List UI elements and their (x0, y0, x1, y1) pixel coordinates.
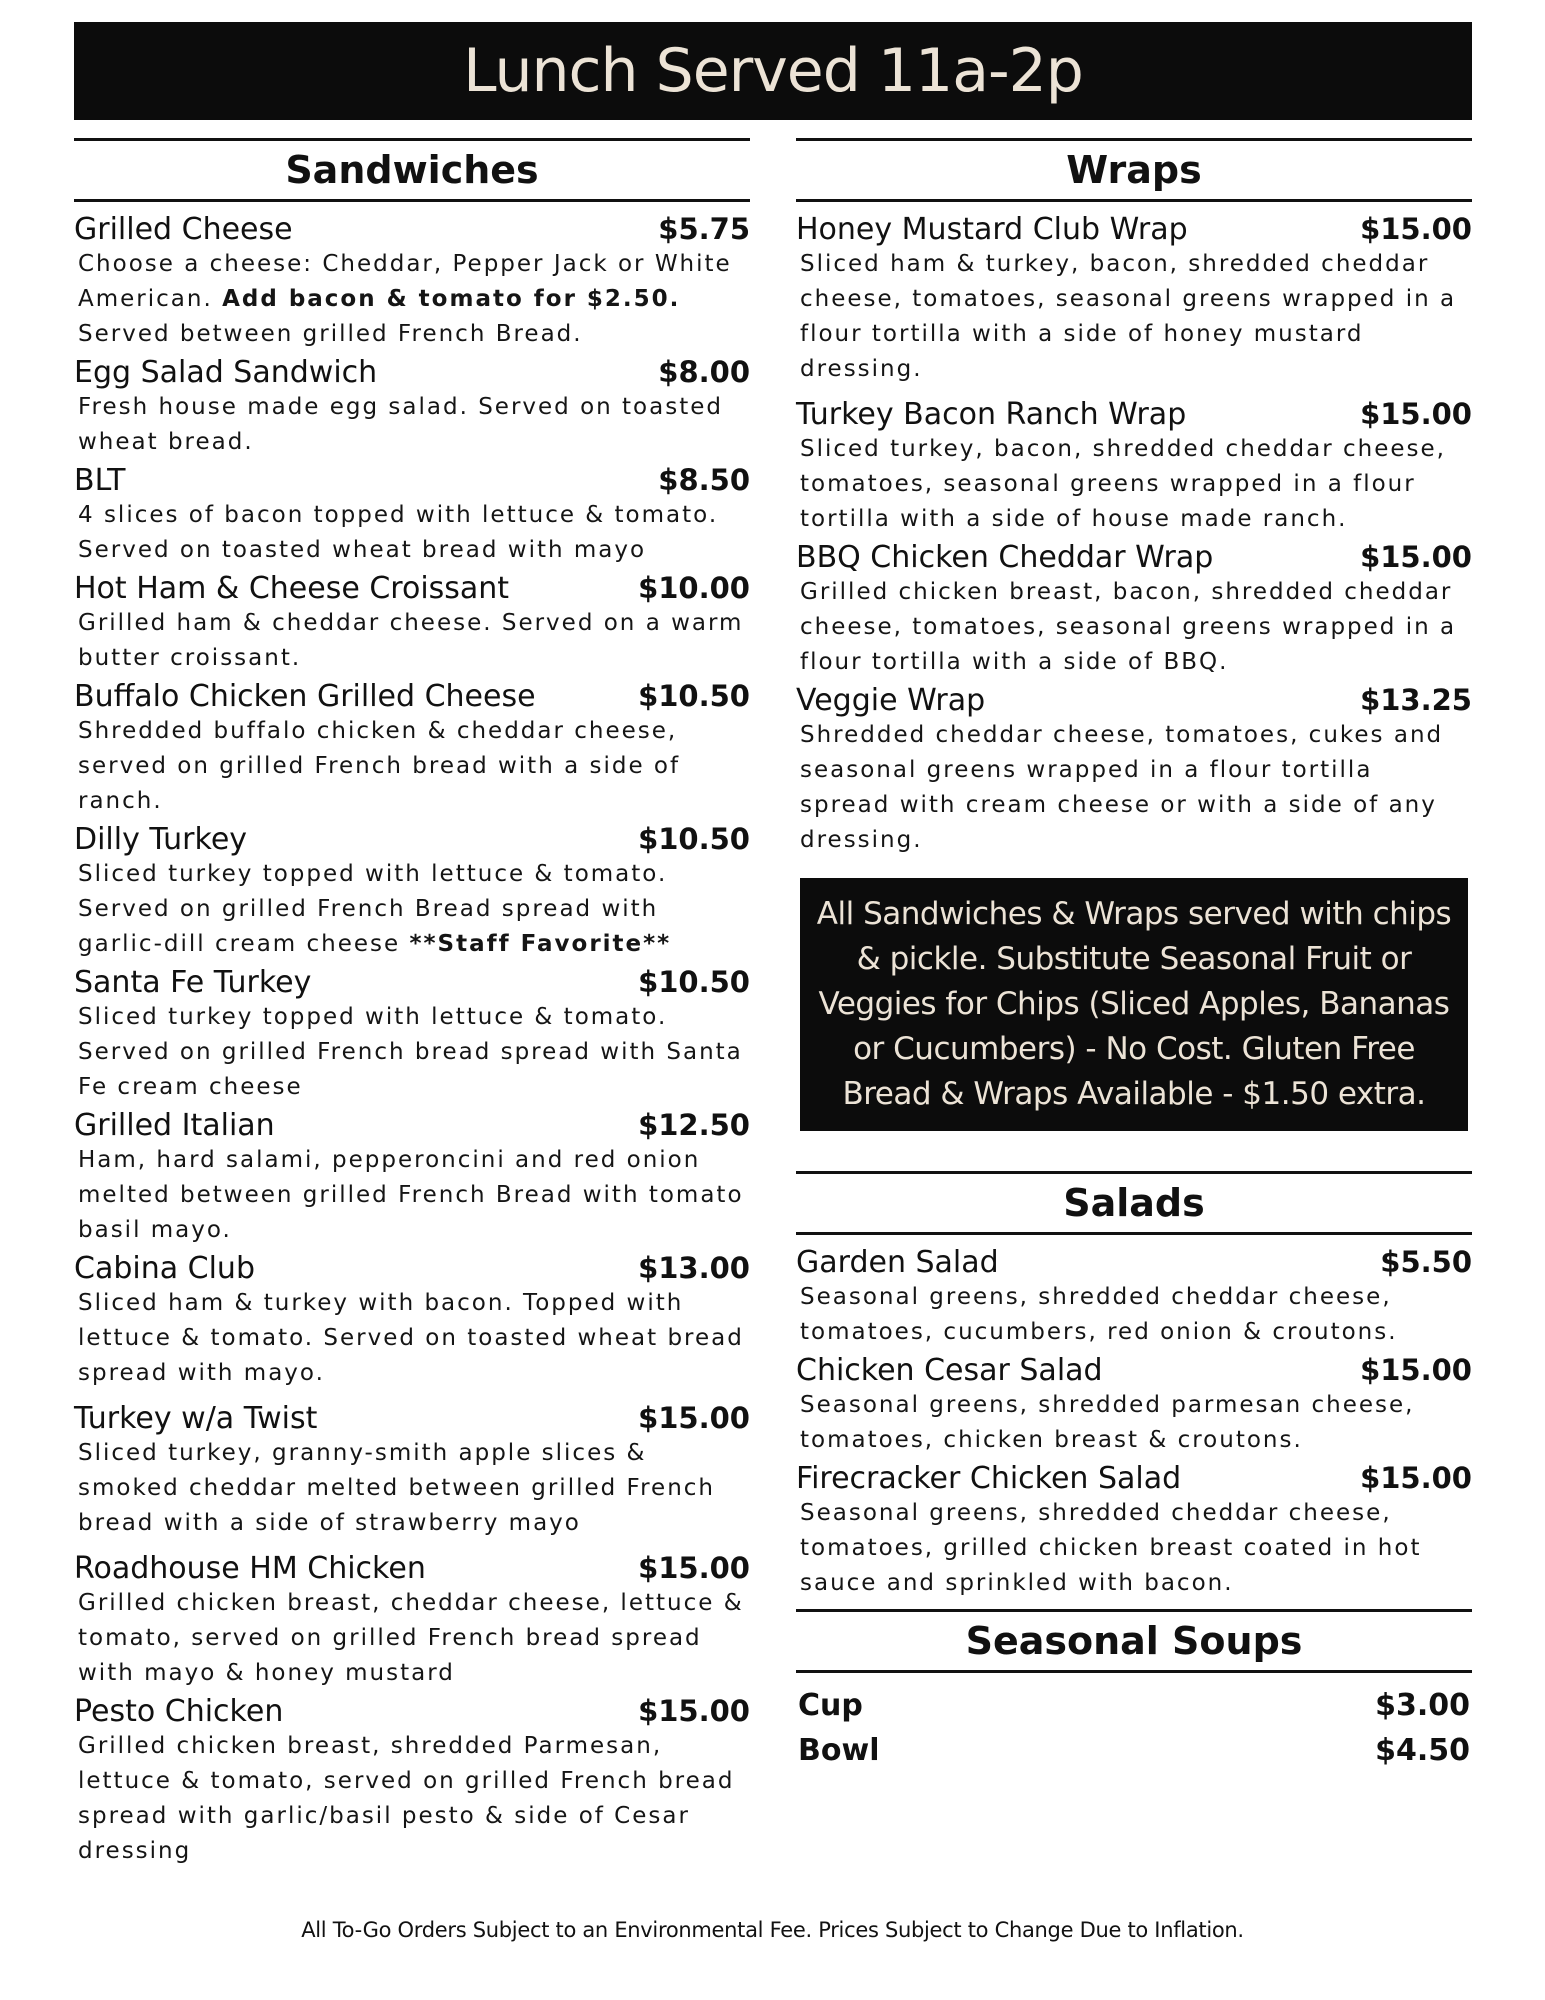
menu-item-name: Grilled Cheese (74, 212, 293, 247)
menu-item (74, 571, 750, 676)
soup-size: Bowl (798, 1733, 880, 1768)
menu-item-name: BLT (74, 463, 126, 498)
page-title: Lunch Served 11a-2p (463, 36, 1083, 106)
soup-list (796, 1683, 1472, 1773)
section-title: Salads (1063, 1181, 1205, 1225)
soup-row (796, 1728, 1472, 1773)
menu-item (74, 965, 750, 1105)
sandwich-list (74, 212, 750, 1869)
menu-item-header (796, 683, 1472, 718)
menu-item-price: $15.00 (638, 1694, 750, 1728)
menu-item (796, 1353, 1472, 1458)
menu-item-description: Grilled ham & cheddar cheese. Served on a warm butter croissant. (78, 610, 744, 671)
page-banner (74, 22, 1472, 120)
description-highlight: Add bacon & tomato for $2.50. (222, 286, 681, 312)
menu-item (74, 212, 750, 352)
menu-item-price: $12.50 (638, 1108, 750, 1142)
menu-item-description: Seasonal greens, shredded parmesan cheese, tomatoes, chicken breast & croutons. (800, 1392, 1415, 1453)
soup-row (796, 1683, 1472, 1728)
menu-item-header (796, 1245, 1472, 1280)
menu-item-price: $13.00 (638, 1251, 750, 1285)
sandwiches-column (74, 138, 750, 1872)
menu-item-price: $5.75 (658, 212, 750, 246)
menu-item-description: Grilled chicken breast, cheddar cheese, lettuce & tomato, served on grilled French bread spread with mayo & honey mustard (78, 1590, 744, 1686)
menu-item-description (74, 247, 750, 352)
menu-item-name: Veggie Wrap (796, 683, 986, 718)
description-text: Served between grilled French Bread. (78, 321, 583, 347)
menu-item-description: Ham, hard salami, pepperoncini and red onion melted between grilled French Bread with tomato basil mayo. (78, 1147, 744, 1243)
menu-item-price: $8.00 (658, 355, 750, 389)
menu-item (74, 1551, 750, 1691)
menu-item (74, 1401, 750, 1541)
menu-item-name: Hot Ham & Cheese Croissant (74, 571, 510, 606)
right-column (796, 138, 1472, 1773)
menu-item-description: Grilled chicken breast, bacon, shredded cheddar cheese, tomatoes, seasonal greens wrapped in a flour tortilla with a side of BBQ. (800, 579, 1457, 675)
menu-item (796, 397, 1472, 537)
menu-item-description: Shredded buffalo chicken & cheddar cheese, served on grilled French bread with a side of ranch. (78, 718, 681, 814)
menu-item-name: Roadhouse HM Chicken (74, 1551, 426, 1586)
menu-item-header (796, 1461, 1472, 1496)
menu-item (796, 1245, 1472, 1350)
menu-item-name: Turkey Bacon Ranch Wrap (796, 397, 1187, 432)
menu-item-price: $10.50 (638, 679, 750, 713)
menu-item (74, 1694, 750, 1869)
menu-item-price: $5.50 (1380, 1245, 1472, 1279)
menu-item-header (74, 463, 750, 498)
soup-price: $4.50 (1375, 1733, 1470, 1768)
section-title: Seasonal Soups (965, 1619, 1303, 1663)
menu-item-price: $15.00 (1360, 1353, 1472, 1387)
menu-item (74, 822, 750, 962)
menu-item-name: Chicken Cesar Salad (796, 1353, 1103, 1388)
menu-item-price: $10.50 (638, 822, 750, 856)
menu-item-price: $10.50 (638, 965, 750, 999)
menu-item (796, 683, 1472, 858)
description-highlight: **Staff Favorite** (409, 931, 672, 957)
menu-item-name: Grilled Italian (74, 1108, 275, 1143)
menu-item-description: Fresh house made egg salad. Served on toasted wheat bread. (78, 394, 723, 455)
menu-item-header (74, 1694, 750, 1729)
section-title: Sandwiches (285, 148, 539, 192)
menu-item-description: Sliced turkey, granny-smith apple slices & smoked cheddar melted between grilled French bread with a side of strawberry mayo (78, 1440, 715, 1536)
menu-item-price: $15.00 (1360, 540, 1472, 574)
section-title: Wraps (1066, 148, 1202, 192)
description-text: Sliced turkey topped with lettuce & tomato. Served on grilled French Bread spread with garlic-dill cream cheese (78, 861, 668, 957)
menu-item (796, 1461, 1472, 1601)
menu-item (74, 463, 750, 568)
menu-item-header (74, 1551, 750, 1586)
menu-item-header (74, 965, 750, 1000)
menu-item-name: Buffalo Chicken Grilled Cheese (74, 679, 536, 714)
menu-item-header (74, 355, 750, 390)
menu-item-header (74, 1401, 750, 1436)
menu-item-price: $10.00 (638, 571, 750, 605)
menu-item-description: Seasonal greens, shredded cheddar cheese, tomatoes, grilled chicken breast coated in hot sauce and sprinkled with bacon. (800, 1500, 1422, 1596)
menu-item-price: $15.00 (1360, 1461, 1472, 1495)
soup-price: $3.00 (1375, 1688, 1470, 1723)
menu-item-description: Sliced turkey topped with lettuce & tomato. Served on grilled French bread spread with Santa Fe cream cheese (78, 1004, 743, 1100)
description-text: Choose a cheese: Cheddar, Pepper Jack or White American. (78, 251, 732, 312)
menu-item-header (74, 679, 750, 714)
menu-item-header (74, 822, 750, 857)
menu-item (796, 212, 1472, 387)
salad-list (796, 1245, 1472, 1601)
menu-item-name: Pesto Chicken (74, 1694, 284, 1729)
menu-item-price: $15.00 (638, 1551, 750, 1585)
soup-size: Cup (798, 1688, 863, 1723)
section-header (796, 1609, 1472, 1673)
menu-item-name: Garden Salad (796, 1245, 999, 1280)
menu-item-name: Dilly Turkey (74, 822, 248, 857)
menu-item-name: Turkey w/a Twist (74, 1401, 318, 1436)
menu-item-price: $15.00 (1360, 212, 1472, 246)
menu-item-header (796, 212, 1472, 247)
menu-item-description: Grilled chicken breast, shredded Parmesan, lettuce & tomato, served on grilled French bread spread with garlic/basil pesto & side of Cesar dressing (78, 1733, 735, 1864)
menu-item-name: Honey Mustard Club Wrap (796, 212, 1188, 247)
menu-item-price: $15.00 (1360, 397, 1472, 431)
section-header (796, 1171, 1472, 1235)
menu-item-header (74, 1251, 750, 1286)
menu-item-description: Seasonal greens, shredded cheddar cheese, tomatoes, cucumbers, red onion & croutons. (800, 1284, 1398, 1345)
menu-item-description: Shredded cheddar cheese, tomatoes, cukes and seasonal greens wrapped in a flour tortilla spread with cream cheese or with a side of any dressing. (800, 722, 1444, 853)
menu-item-header (796, 1353, 1472, 1388)
section-header (796, 138, 1472, 202)
menu-item-name: Egg Salad Sandwich (74, 355, 378, 390)
menu-item-price: $13.25 (1360, 683, 1472, 717)
footer-note: All To-Go Orders Subject to an Environmental Fee. Prices Subject to Change Due to Inflation. (301, 1918, 1244, 1942)
menu-item-header (796, 397, 1472, 432)
menu-item-name: Cabina Club (74, 1251, 255, 1286)
menu-item-name: Firecracker Chicken Salad (796, 1461, 1182, 1496)
menu-item (74, 1251, 750, 1391)
menu-item (796, 540, 1472, 680)
menu-item-description: Sliced ham & turkey, bacon, shredded cheddar cheese, tomatoes, seasonal greens wrapped in a flour tortilla with a side of honey mustard dressing. (800, 251, 1457, 382)
menu-item-header (74, 1108, 750, 1143)
sides-notice: All Sandwiches & Wraps served with chips & pickle. Substitute Seasonal Fruit or Veggies for Chips (Sliced Apples, Bananas or Cucumbers) - No Cost. Gluten Free Bread & Wraps Available - $1.50 extra. (800, 878, 1468, 1131)
menu-item (74, 355, 750, 460)
menu-item-description (74, 857, 750, 962)
menu-item-description: Sliced turkey, bacon, shredded cheddar cheese, tomatoes, seasonal greens wrapped in a flour tortilla with a side of house made ranch. (800, 436, 1446, 532)
menu-item (74, 679, 750, 819)
menu-item-header (74, 212, 750, 247)
menu-item-header (796, 540, 1472, 575)
menu-item-description: Sliced ham & turkey with bacon. Topped with lettuce & tomato. Served on toasted wheat bread spread with mayo. (78, 1290, 744, 1386)
menu-item-description: 4 slices of bacon topped with lettuce & tomato. Served on toasted wheat bread with mayo (78, 502, 719, 563)
wrap-list (796, 212, 1472, 858)
menu-item-name: Santa Fe Turkey (74, 965, 312, 1000)
section-header (74, 138, 750, 202)
menu-item-price: $15.00 (638, 1401, 750, 1435)
menu-item-header (74, 571, 750, 606)
soups-section (796, 1609, 1472, 1773)
menu-item-name: BBQ Chicken Cheddar Wrap (796, 540, 1214, 575)
menu-item (74, 1108, 750, 1248)
menu-item-price: $8.50 (658, 463, 750, 497)
salads-section (796, 1171, 1472, 1601)
